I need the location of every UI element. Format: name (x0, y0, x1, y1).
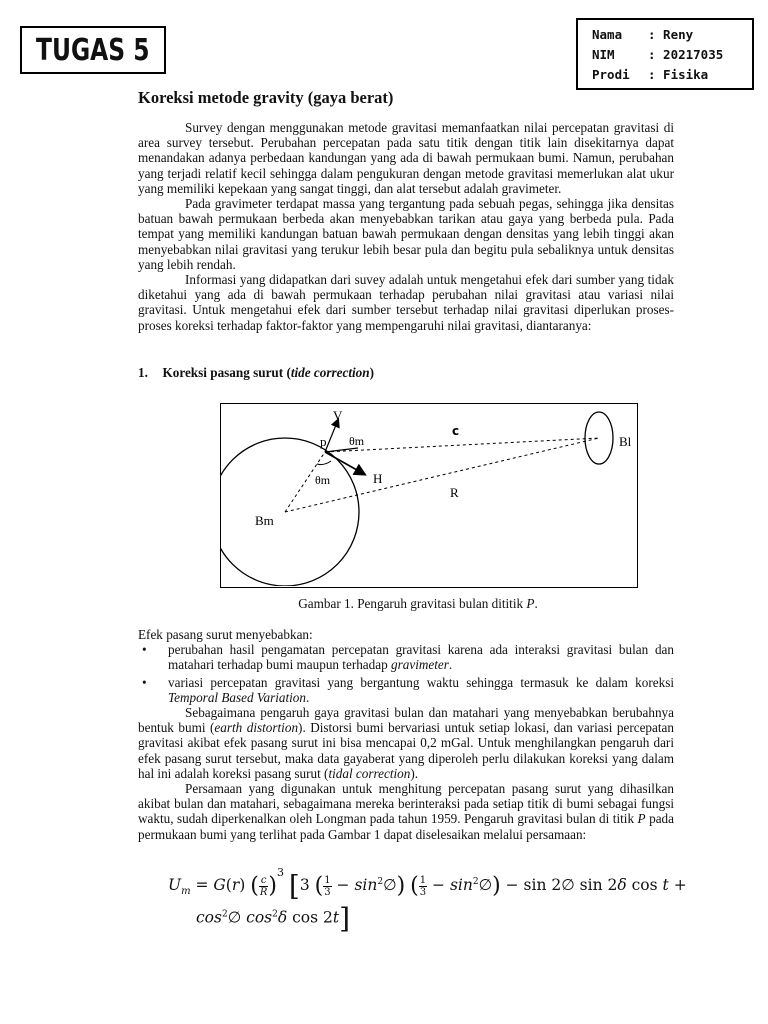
label-theta: θm (315, 473, 331, 487)
equation-line-1: $U_m = G(r)$ ( $\frac{c}{R}$ )$^3$ [3 ( $\frac{1}{3}$ − $\sin^2\emptyset$) ( $\frac{1}{3}$ − $\sin^2\emptyset) - \sin$ 2∅ sin 2δ cos t + (168, 866, 687, 903)
label-c: c (452, 424, 460, 438)
vector-v (325, 420, 338, 452)
paragraph: Persamaan yang digunakan untuk menghitung percepatan pasang surut yang dihasilkan akibat bulan dan matahari, sebagaimana mereka berinteraksi pada setiap titik di bumi sebagai fungsi waktu, sudah diperkenalkan oleh Longman pada tahun 1959. Pengaruh gravitasi bulan di titik P pada permukaan bumi yang terlihat pada Gambar 1 dapat diselesaikan melalui persamaan: (138, 781, 674, 842)
identity-value: : Reny (648, 27, 694, 42)
figure-frame (220, 403, 638, 588)
paragraph: Pada gravimeter terdapat massa yang tergantung pada sebuah pegas, sehingga jika densitas batuan bawah permukaan berbeda akan menyebabkan tarikan atau gaya yang berbeda pula. Pada tempat yang memiliki kandungan batuan bawah permukaan dengan densitas yang lebih tinggi akan menyebabkan nilai gravitasi yang terukur lebih besar pula dan begitu pula sebaliknya untuk densitas yang lebih rendah. (138, 196, 674, 272)
line-center-to-moon (285, 438, 599, 512)
vector-short (325, 448, 358, 452)
document-title: Koreksi metode gravity (gaya berat) (138, 88, 394, 107)
paragraph: Survey dengan menggunakan metode gravitasi memanfaatkan nilai percepatan gravitasi di area survey tersebut. Perubahan percepatan pada satu titik dengan titik lain disekitarnya dapat menandakan adanya perbedaan kandungan yang ada di bawah permukaan bumi. Namun, perubahan yang terjadi relatif kecil sehingga dalam pengukuran dengan metode gravitasi memerlukan alat ukur yang memiliki kepekaan yang sangat tinggi, dan alat tersebut adalah gravimeter. (138, 120, 674, 196)
intro-text (138, 120, 674, 333)
caption-text: Gambar 1. Pengaruh gravitasi bulan dititik (298, 596, 527, 611)
moon-gravity-diagram (221, 404, 636, 586)
identity-prodi-row (592, 65, 752, 85)
assignment-title: TUGAS 5 (36, 32, 150, 68)
label-bl: Bl (619, 434, 632, 449)
assignment-badge (20, 26, 166, 74)
section-title: Koreksi pasang surut ( (162, 365, 291, 380)
label-bm: Bm (255, 513, 274, 528)
caption-end: . (534, 596, 538, 611)
figure-caption (138, 596, 698, 612)
paragraph: Sebagaimana pengaruh gaya gravitasi bulan dan matahari yang menyebabkan berubahnya bentuk bumi (earth distortion). Distorsi bumi bervariasi untuk setiap lokasi, dan variasi percepatan gravitasi akibat efek pasang surut ini bisa mencapai 0,2 mGal. Untuk menghilangkan pengaruh dari efek pasang surut tersebut, maka data gayaberat yang diperoleh perlu dilakukan koreksi yang dalam hal ini adalah koreksi pasang surut (tidal correction). (138, 705, 674, 781)
label-theta-top: θm (349, 434, 365, 448)
identity-nim-row (592, 45, 752, 65)
effects-list (138, 642, 674, 705)
label-p: p (320, 434, 327, 449)
body-text (138, 627, 674, 842)
effects-intro: Efek pasang surut menyebabkan: (138, 627, 313, 642)
paragraph: Informasi yang didapatkan dari suvey adalah untuk mengetahui efek dari sumber yang tidak diketahui yang ada di bawah permukaan terhadap perubahan nilai gravitasi atau variasi nilai gravitasi. Untuk mengetahui efek dari sumber tersebut terhadap nilai gravitasi diperlukan proses-proses koreksi terhadap faktor-faktor yang mempengaruhi nilai gravitasi, diantaranya: (138, 272, 674, 333)
list-item: • variasi percepatan gravitasi yang bergantung waktu sehingga termasuk ke dalam koreksi Temporal Based Variation. (138, 675, 674, 705)
section-number: 1. (138, 365, 148, 380)
identity-value: : 20217035 (648, 47, 724, 62)
vector-h (325, 452, 364, 474)
identity-label: NIM (592, 47, 615, 62)
identity-value: : Fisika (648, 67, 709, 82)
equation-line-2: $\cos^2\emptyset$ $\cos^2\delta$ cos 2t] (196, 902, 351, 935)
identity-label: Prodi (592, 67, 630, 82)
identity-name-row (592, 25, 752, 45)
identity-label: Nama (592, 27, 623, 42)
identity-box (576, 18, 754, 90)
list-item: • perubahan hasil pengamatan percepatan gravitasi karena ada interaksi gravitasi bulan dan matahari terhadap bumi maupun terhadap gravimeter. (138, 642, 674, 672)
label-h: H (373, 471, 383, 486)
section-title-end: ) (369, 365, 374, 380)
line-p-to-moon (325, 438, 599, 452)
label-v: V (333, 408, 343, 423)
section-heading (138, 365, 374, 381)
label-r: R (450, 485, 459, 500)
caption-italic: P (526, 596, 535, 611)
section-title-italic: tide correction (290, 365, 370, 380)
